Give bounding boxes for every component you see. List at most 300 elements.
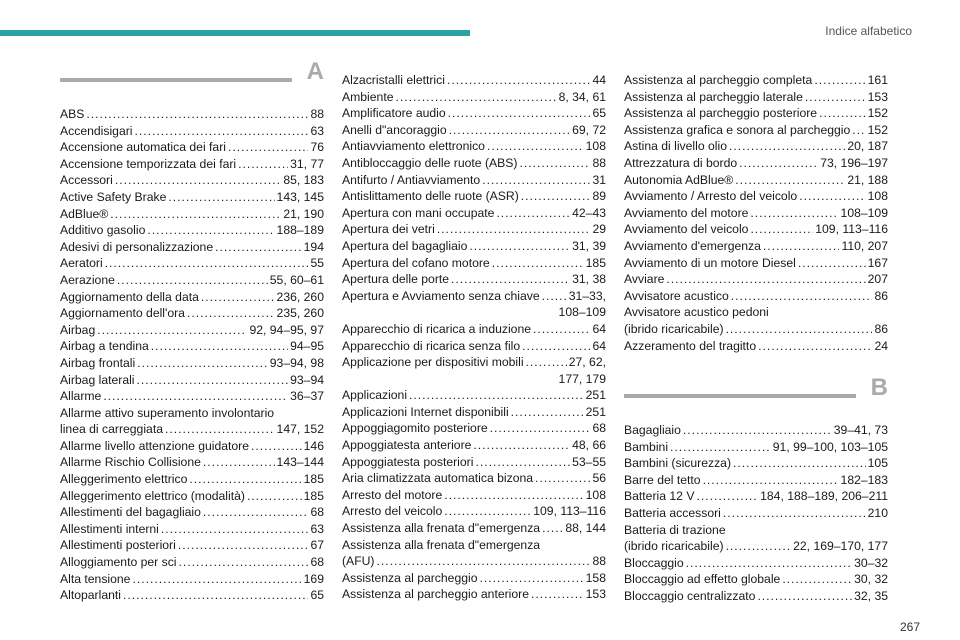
entry-label: Alloggiamento per sci bbox=[60, 555, 177, 570]
index-entry bbox=[342, 271, 606, 288]
entry-label: Avviamento / Arresto del veicolo bbox=[624, 189, 798, 204]
dot-leader bbox=[799, 188, 865, 205]
index-entry bbox=[60, 421, 324, 438]
index-entry bbox=[60, 305, 324, 322]
entry-label: Bagagliaio bbox=[624, 423, 681, 438]
entry-pages: 55, 60–61 bbox=[269, 272, 324, 287]
entry-label: Avviamento del veicolo bbox=[624, 222, 749, 237]
dot-leader bbox=[482, 172, 590, 189]
dot-leader bbox=[758, 338, 872, 355]
index-column-2 bbox=[342, 72, 606, 603]
dot-leader bbox=[819, 105, 866, 122]
index-entry-heading: Batteria di trazione bbox=[624, 522, 726, 537]
dot-leader bbox=[480, 570, 584, 587]
entry-label: Antislittamento delle ruote (ASR) bbox=[342, 189, 519, 204]
entry-label: Apertura e Avviamento senza chiave bbox=[342, 288, 540, 303]
dot-leader bbox=[228, 139, 308, 156]
index-entry bbox=[624, 172, 888, 189]
entry-pages: 31, 77 bbox=[290, 156, 324, 171]
dot-leader bbox=[666, 271, 865, 288]
dot-leader bbox=[377, 553, 591, 570]
entry-pages: 63 bbox=[310, 123, 324, 138]
index-entry bbox=[60, 338, 324, 355]
entry-label: Airbag frontali bbox=[60, 355, 136, 370]
entry-pages: 185 bbox=[303, 472, 324, 487]
entry-label: Aggiornamento dell'ora bbox=[60, 306, 185, 321]
page-header-title: Indice alfabetico bbox=[825, 24, 912, 38]
index-entry bbox=[342, 238, 606, 255]
entry-label: Allestimenti interni bbox=[60, 521, 159, 536]
dot-leader bbox=[444, 503, 531, 520]
entry-pages: 32, 35 bbox=[854, 589, 888, 604]
dot-leader bbox=[447, 72, 590, 89]
entry-pages: 36–37 bbox=[290, 389, 324, 404]
entry-label: Airbag laterali bbox=[60, 372, 135, 387]
entry-label: AdBlue® bbox=[60, 206, 109, 221]
index-entry bbox=[342, 221, 606, 238]
entry-label: Apparecchio di ricarica senza filo bbox=[342, 338, 521, 353]
index-entry bbox=[624, 205, 888, 222]
entry-pages: 152 bbox=[867, 106, 888, 121]
entry-pages: 147, 152 bbox=[276, 422, 324, 437]
index-entry bbox=[342, 487, 606, 504]
index-entry bbox=[624, 338, 888, 355]
entry-pages: 108 bbox=[867, 189, 888, 204]
entry-pages: 48, 66 bbox=[572, 438, 606, 453]
dot-leader bbox=[521, 188, 591, 205]
entry-label: Anelli d"ancoraggio bbox=[342, 122, 447, 137]
entry-label: Accensione temporizzata dei fari bbox=[60, 156, 237, 171]
entry-pages: 65 bbox=[310, 588, 324, 603]
entry-label: Amplificatore audio bbox=[342, 106, 446, 121]
entry-label: Bambini bbox=[624, 439, 669, 454]
entry-label: Applicazioni Internet disponibili bbox=[342, 404, 509, 419]
dot-leader bbox=[437, 221, 591, 238]
index-entry bbox=[624, 439, 888, 456]
entry-label: Antifurto / Antiavviamento bbox=[342, 172, 481, 187]
index-entry bbox=[624, 422, 888, 439]
entry-label: Aeratori bbox=[60, 256, 103, 271]
dot-leader bbox=[117, 272, 268, 289]
entry-label: Avviamento d'emergenza bbox=[624, 238, 761, 253]
dot-leader bbox=[531, 586, 584, 603]
entry-pages-continued: 108–109 bbox=[558, 305, 606, 320]
dot-leader bbox=[726, 538, 792, 555]
entry-pages: 67 bbox=[310, 538, 324, 553]
dot-leader bbox=[763, 238, 840, 255]
entry-pages: 91, 99–100, 103–105 bbox=[772, 439, 888, 454]
index-entry bbox=[624, 571, 888, 588]
index-entry bbox=[60, 454, 324, 471]
index-entry bbox=[342, 89, 606, 106]
entry-pages: 109, 113–116 bbox=[815, 222, 888, 237]
entry-label: Batteria 12 V bbox=[624, 489, 695, 504]
dot-leader bbox=[409, 387, 584, 404]
entry-list bbox=[60, 106, 324, 604]
dot-leader bbox=[723, 505, 866, 522]
letter-heading-a bbox=[60, 58, 324, 106]
entry-pages: 169 bbox=[303, 571, 324, 586]
entry-pages-continued: 177, 179 bbox=[558, 371, 606, 386]
index-entry bbox=[342, 420, 606, 437]
entry-pages: 108 bbox=[585, 139, 606, 154]
index-entry bbox=[624, 221, 888, 238]
entry-label: Alleggerimento elettrico (modalità) bbox=[60, 488, 245, 503]
index-entry bbox=[60, 172, 324, 189]
header-accent-bar bbox=[0, 30, 470, 36]
index-entry bbox=[342, 255, 606, 272]
index-entry bbox=[342, 138, 606, 155]
entry-pages: 20, 187 bbox=[847, 139, 888, 154]
dot-leader bbox=[703, 472, 839, 489]
entry-label: Astina di livello olio bbox=[624, 139, 727, 154]
entry-pages: 31 bbox=[592, 172, 606, 187]
entry-pages: 21, 188 bbox=[847, 172, 888, 187]
dot-leader bbox=[729, 138, 845, 155]
entry-label: (AFU) bbox=[342, 554, 375, 569]
dot-leader bbox=[798, 255, 866, 272]
index-entry bbox=[342, 205, 606, 222]
index-entry bbox=[624, 505, 888, 522]
index-entry bbox=[624, 472, 888, 489]
dot-leader bbox=[103, 388, 288, 405]
dot-leader bbox=[201, 289, 275, 306]
entry-pages: 105 bbox=[867, 456, 888, 471]
index-column-3 bbox=[624, 72, 888, 605]
section-letter: A bbox=[306, 58, 324, 85]
dot-leader bbox=[151, 338, 288, 355]
entry-pages: 30, 32 bbox=[854, 572, 888, 587]
entry-pages: 143–144 bbox=[276, 455, 324, 470]
index-entry bbox=[624, 288, 888, 305]
index-entry bbox=[60, 106, 324, 123]
entry-label: Apertura dei vetri bbox=[342, 222, 435, 237]
index-entry bbox=[60, 322, 324, 339]
entry-pages: 30–32 bbox=[854, 555, 888, 570]
dot-leader bbox=[86, 106, 308, 123]
index-entry bbox=[60, 488, 324, 505]
index-entry bbox=[60, 372, 324, 389]
entry-label: Attrezzatura di bordo bbox=[624, 155, 738, 170]
dot-leader bbox=[696, 488, 758, 505]
entry-pages: 108–109 bbox=[840, 205, 888, 220]
entry-pages: 93–94, 98 bbox=[269, 355, 324, 370]
index-entry bbox=[342, 553, 606, 570]
entry-label: Allestimenti posteriori bbox=[60, 538, 176, 553]
dot-leader bbox=[396, 89, 557, 106]
dot-leader bbox=[115, 172, 282, 189]
entry-pages: 185 bbox=[585, 255, 606, 270]
entry-label: Antiavviamento elettronico bbox=[342, 139, 485, 154]
entry-pages: 86 bbox=[874, 321, 888, 336]
index-entry bbox=[624, 555, 888, 572]
entry-label: Accensione automatica dei fari bbox=[60, 140, 226, 155]
entry-label: Aria climatizzata automatica bizona bbox=[342, 471, 534, 486]
dot-leader bbox=[726, 321, 873, 338]
entry-label: Avviare bbox=[624, 272, 665, 287]
index-entry bbox=[342, 470, 606, 487]
entry-label: (ibrido ricaricabile) bbox=[624, 321, 724, 336]
index-entry bbox=[60, 587, 324, 604]
entry-pages: 88 bbox=[592, 554, 606, 569]
dot-leader bbox=[444, 487, 583, 504]
entry-label: Apertura del bagagliaio bbox=[342, 238, 468, 253]
dot-leader bbox=[251, 438, 302, 455]
index-entry bbox=[60, 504, 324, 521]
entry-pages: 44 bbox=[592, 73, 606, 87]
index-entry bbox=[60, 255, 324, 272]
dot-leader bbox=[449, 122, 571, 139]
dot-leader bbox=[132, 571, 301, 588]
dot-leader bbox=[123, 587, 308, 604]
page-number: 267 bbox=[899, 620, 920, 634]
entry-pages: 65 bbox=[592, 106, 606, 121]
entry-pages: 184, 188–189, 206–211 bbox=[760, 489, 888, 504]
entry-pages: 39–41, 73 bbox=[833, 423, 888, 438]
index-entry bbox=[624, 155, 888, 172]
index-entry bbox=[342, 387, 606, 404]
dot-leader bbox=[189, 471, 301, 488]
index-entry bbox=[60, 521, 324, 538]
entry-pages: 76 bbox=[310, 140, 324, 155]
entry-label: (ibrido ricaricabile) bbox=[624, 539, 724, 554]
entry-pages: 42–43 bbox=[572, 205, 606, 220]
dot-leader bbox=[814, 72, 865, 89]
dot-leader bbox=[490, 420, 591, 437]
entry-list bbox=[342, 72, 606, 603]
index-entry bbox=[342, 105, 606, 122]
index-entry bbox=[342, 454, 606, 471]
entry-label: linea di carreggiata bbox=[60, 422, 163, 437]
section-letter: B bbox=[870, 374, 888, 402]
entry-pages: 63 bbox=[310, 521, 324, 536]
entry-label: Allestimenti del bagagliaio bbox=[60, 505, 201, 520]
dot-leader bbox=[97, 322, 247, 339]
entry-pages: 64 bbox=[592, 338, 606, 353]
entry-pages: 31, 38 bbox=[572, 272, 606, 287]
entry-pages: 235, 260 bbox=[276, 306, 324, 321]
index-entry bbox=[624, 271, 888, 288]
index-entry bbox=[624, 238, 888, 255]
entry-label: Applicazione per dispositivi mobili bbox=[342, 355, 524, 370]
entry-label: Apertura del cofano motore bbox=[342, 255, 490, 270]
entry-label: Assistenza alla frenata d"emergenza bbox=[342, 521, 541, 536]
entry-label: Azzeramento del tragitto bbox=[624, 338, 757, 353]
entry-label: Adesivi di personalizzazione bbox=[60, 239, 214, 254]
index-entry bbox=[624, 105, 888, 122]
dot-leader bbox=[179, 554, 309, 571]
entry-label: Assistenza al parcheggio posteriore bbox=[624, 106, 818, 121]
entry-label: Accendisigari bbox=[60, 123, 133, 138]
dot-leader bbox=[683, 422, 832, 439]
entry-label: Appoggiatesta anteriore bbox=[342, 438, 472, 453]
entry-pages: 93–94 bbox=[290, 372, 324, 387]
entry-label: Alzacristalli elettrici bbox=[342, 73, 445, 87]
index-entry-heading: Allarme attivo superamento involontario bbox=[60, 405, 275, 420]
index-entry bbox=[60, 156, 324, 173]
index-entry bbox=[60, 471, 324, 488]
entry-label: Bloccaggio bbox=[624, 555, 684, 570]
entry-label: Apertura delle porte bbox=[342, 272, 450, 287]
index-entry bbox=[342, 338, 606, 355]
dot-leader bbox=[247, 488, 302, 505]
dot-leader bbox=[469, 238, 570, 255]
index-entry bbox=[342, 437, 606, 454]
entry-label: Accessori bbox=[60, 173, 113, 188]
entry-label: Antibloccaggio delle ruote (ABS) bbox=[342, 155, 518, 170]
entry-label: Allarme bbox=[60, 389, 102, 404]
entry-label: Applicazioni bbox=[342, 388, 408, 403]
index-column-1 bbox=[60, 58, 324, 604]
dot-leader bbox=[805, 89, 866, 106]
index-entry bbox=[342, 321, 606, 338]
entry-pages: 108 bbox=[585, 487, 606, 502]
entry-pages: 31, 39 bbox=[572, 238, 606, 253]
entry-pages: 161 bbox=[867, 73, 888, 87]
index-entry-heading: Assistenza alla frenata d"emergenza bbox=[342, 537, 541, 552]
entry-label: Allarme livello attenzione guidatore bbox=[60, 438, 250, 453]
dot-leader bbox=[735, 172, 845, 189]
dot-leader bbox=[187, 305, 275, 322]
dot-leader bbox=[105, 255, 309, 272]
entry-label: Avviamento di un motore Diesel bbox=[624, 255, 796, 270]
dot-leader bbox=[496, 205, 570, 222]
entry-pages: 188–189 bbox=[276, 223, 324, 238]
entry-pages: 69, 72 bbox=[572, 122, 606, 137]
dot-leader bbox=[165, 421, 275, 438]
index-entry bbox=[60, 222, 324, 239]
index-entry bbox=[624, 188, 888, 205]
entry-pages: 167 bbox=[867, 255, 888, 270]
dot-leader bbox=[535, 470, 590, 487]
entry-label: Additivo gasolio bbox=[60, 223, 146, 238]
index-entry bbox=[60, 139, 324, 156]
entry-pages: 92, 94–95, 97 bbox=[249, 322, 324, 337]
dot-leader bbox=[492, 255, 584, 272]
entry-pages: 31–33, bbox=[568, 288, 606, 303]
index-entry bbox=[624, 488, 888, 505]
index-entry bbox=[342, 288, 606, 305]
entry-pages: 143, 145 bbox=[276, 189, 324, 204]
entry-label: Arresto del motore bbox=[342, 487, 443, 502]
index-entry bbox=[60, 272, 324, 289]
entry-label: Alta tensione bbox=[60, 571, 131, 586]
index-entry bbox=[60, 554, 324, 571]
dot-leader bbox=[739, 155, 818, 172]
dot-leader bbox=[475, 454, 570, 471]
entry-pages: 110, 207 bbox=[841, 238, 888, 253]
entry-label: Assistenza al parcheggio completa bbox=[624, 73, 813, 87]
index-entry bbox=[60, 355, 324, 372]
entry-pages: 21, 190 bbox=[283, 206, 324, 221]
dot-leader bbox=[238, 156, 288, 173]
entry-pages: 210 bbox=[867, 506, 888, 521]
dot-leader bbox=[750, 205, 838, 222]
entry-label: Airbag bbox=[60, 322, 96, 337]
dot-leader bbox=[731, 288, 873, 305]
dot-leader bbox=[110, 206, 281, 223]
index-entry bbox=[342, 188, 606, 205]
index-entry bbox=[60, 537, 324, 554]
dot-leader bbox=[852, 122, 865, 139]
entry-pages: 56 bbox=[592, 471, 606, 486]
index-entry bbox=[624, 538, 888, 555]
entry-pages: 152 bbox=[867, 122, 888, 137]
dot-leader bbox=[487, 138, 584, 155]
index-entry bbox=[624, 138, 888, 155]
index-entry bbox=[624, 255, 888, 272]
letter-rule bbox=[60, 78, 292, 82]
entry-label: Avviamento del motore bbox=[624, 205, 749, 220]
entry-label: Bambini (sicurezza) bbox=[624, 456, 732, 471]
entry-pages: 153 bbox=[867, 89, 888, 104]
entry-pages: 29 bbox=[592, 222, 606, 237]
index-entry bbox=[624, 455, 888, 472]
entry-pages: 68 bbox=[310, 555, 324, 570]
entry-pages: 24 bbox=[874, 338, 888, 353]
entry-pages: 85, 183 bbox=[283, 173, 324, 188]
entry-pages: 88, 144 bbox=[565, 521, 606, 536]
index-entry bbox=[624, 321, 888, 338]
entry-label: Assistenza al parcheggio bbox=[342, 570, 478, 585]
dot-leader bbox=[147, 222, 274, 239]
entry-label: Avvisatore acustico bbox=[624, 288, 729, 303]
index-entry bbox=[624, 89, 888, 106]
index-entry bbox=[60, 123, 324, 140]
entry-label: Arresto del veicolo bbox=[342, 504, 443, 519]
entry-pages: 207 bbox=[867, 272, 888, 287]
entry-pages: 73, 196–197 bbox=[820, 155, 888, 170]
entry-pages: 68 bbox=[592, 421, 606, 436]
entry-pages: 146 bbox=[303, 438, 324, 453]
entry-label: Bloccaggio centralizzato bbox=[624, 589, 756, 604]
entry-label: Appoggiatesta posteriori bbox=[342, 454, 474, 469]
dot-leader bbox=[526, 354, 567, 371]
entry-pages: 182–183 bbox=[840, 472, 888, 487]
index-entry-heading: Avvisatore acustico pedoni bbox=[624, 305, 769, 320]
index-entry bbox=[60, 388, 324, 405]
entry-pages: 88 bbox=[310, 107, 324, 121]
dot-leader bbox=[542, 288, 567, 305]
entry-pages: 94–95 bbox=[290, 339, 324, 354]
index-entry bbox=[60, 438, 324, 455]
dot-leader bbox=[203, 504, 309, 521]
dot-leader bbox=[533, 321, 590, 338]
index-entry bbox=[624, 588, 888, 605]
entry-label: Allarme Rischio Collisione bbox=[60, 455, 201, 470]
dot-leader bbox=[750, 221, 813, 238]
entry-label: Altoparlanti bbox=[60, 588, 121, 603]
index-entry bbox=[342, 172, 606, 189]
entry-label: ABS bbox=[60, 107, 85, 121]
dot-leader bbox=[137, 372, 289, 389]
entry-label: Autonomia AdBlue® bbox=[624, 172, 734, 187]
index-entry bbox=[624, 72, 888, 89]
entry-label: Appoggiagomito posteriore bbox=[342, 421, 488, 436]
dot-leader bbox=[782, 571, 852, 588]
entry-pages: 89 bbox=[592, 189, 606, 204]
entry-label: Assistenza al parcheggio anteriore bbox=[342, 587, 529, 602]
entry-pages: 27, 62, bbox=[568, 355, 606, 370]
dot-leader bbox=[511, 404, 584, 421]
index-entry bbox=[342, 520, 606, 537]
entry-pages: 158 bbox=[585, 570, 606, 585]
entry-pages: 22, 169–170, 177 bbox=[793, 539, 888, 554]
entry-pages: 185 bbox=[303, 488, 324, 503]
entry-pages: 55 bbox=[310, 256, 324, 271]
entry-pages: 251 bbox=[585, 404, 606, 419]
entry-pages: 88 bbox=[592, 155, 606, 170]
